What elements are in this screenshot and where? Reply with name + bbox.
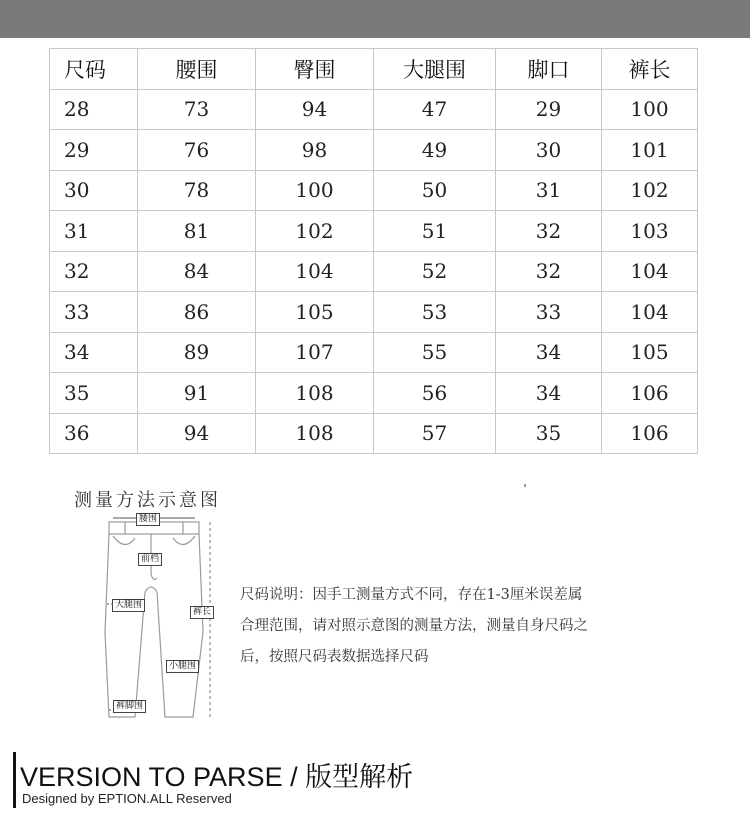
cell-length: 104	[602, 292, 698, 333]
stray-dot	[524, 484, 526, 487]
cell-waist: 73	[138, 89, 256, 130]
cell-hip: 102	[256, 211, 374, 252]
footer-accent-bar	[13, 752, 16, 808]
cell-length: 101	[602, 130, 698, 171]
note-line: 尺码说明：因手工测量方式不同，存在1-3厘米误差属	[240, 587, 583, 603]
header-length: 裤长	[602, 49, 698, 90]
cell-thigh: 56	[374, 373, 496, 414]
cell-hip: 108	[256, 413, 374, 454]
cell-thigh: 57	[374, 413, 496, 454]
cell-size: 30	[50, 170, 138, 211]
cell-waist: 78	[138, 170, 256, 211]
label-front-rise: 前档	[138, 553, 162, 566]
label-hem: 裤脚围	[113, 700, 146, 713]
cell-length: 100	[602, 89, 698, 130]
cell-hem: 29	[496, 89, 602, 130]
label-calf: 小腿围	[166, 660, 199, 673]
cell-length: 104	[602, 251, 698, 292]
footer-subtitle: Designed by EPTION.ALL Reserved	[22, 791, 232, 806]
size-chart-table	[49, 48, 698, 454]
table-row	[50, 373, 698, 414]
cell-size: 31	[50, 211, 138, 252]
cell-hem: 31	[496, 170, 602, 211]
cell-hip: 104	[256, 251, 374, 292]
table-row	[50, 332, 698, 373]
table-row	[50, 170, 698, 211]
cell-hem: 35	[496, 413, 602, 454]
cell-length: 102	[602, 170, 698, 211]
cell-thigh: 52	[374, 251, 496, 292]
cell-hem: 33	[496, 292, 602, 333]
size-note	[240, 580, 680, 673]
diagram-title: 测量方法示意图	[74, 490, 221, 511]
cell-hip: 100	[256, 170, 374, 211]
label-length: 裤长	[190, 606, 214, 619]
table-row	[50, 413, 698, 454]
label-thigh: 大腿围	[112, 599, 145, 612]
cell-waist: 91	[138, 373, 256, 414]
cell-waist: 76	[138, 130, 256, 171]
cell-hip: 108	[256, 373, 374, 414]
cell-hem: 34	[496, 373, 602, 414]
note-line: 后，按照尺码表数据选择尺码	[240, 649, 429, 665]
header-waist: 腰围	[138, 49, 256, 90]
cell-hem: 32	[496, 251, 602, 292]
cell-hip: 105	[256, 292, 374, 333]
cell-size: 36	[50, 413, 138, 454]
cell-length: 103	[602, 211, 698, 252]
table-row	[50, 89, 698, 130]
cell-hip: 107	[256, 332, 374, 373]
header-thigh: 大腿围	[374, 49, 496, 90]
cell-waist: 81	[138, 211, 256, 252]
table-row	[50, 211, 698, 252]
cell-thigh: 51	[374, 211, 496, 252]
cell-hip: 98	[256, 130, 374, 171]
cell-hip: 94	[256, 89, 374, 130]
cell-length: 106	[602, 413, 698, 454]
cell-length: 105	[602, 332, 698, 373]
cell-thigh: 53	[374, 292, 496, 333]
cell-thigh: 49	[374, 130, 496, 171]
cell-thigh: 55	[374, 332, 496, 373]
cell-size: 29	[50, 130, 138, 171]
cell-waist: 94	[138, 413, 256, 454]
note-line: 合理范围，请对照示意图的测量方法，测量自身尺码之	[240, 618, 588, 634]
cell-size: 28	[50, 89, 138, 130]
cell-thigh: 50	[374, 170, 496, 211]
header-hem: 脚口	[496, 49, 602, 90]
label-waist: 腰围	[136, 513, 160, 526]
cell-waist: 86	[138, 292, 256, 333]
header-hip: 臀围	[256, 49, 374, 90]
cell-waist: 84	[138, 251, 256, 292]
cell-size: 33	[50, 292, 138, 333]
cell-hem: 32	[496, 211, 602, 252]
footer-title: VERSION TO PARSE / 版型解析	[20, 762, 414, 792]
cell-hem: 34	[496, 332, 602, 373]
pants-sketch-icon	[95, 512, 225, 727]
cell-hem: 30	[496, 130, 602, 171]
table-row	[50, 251, 698, 292]
table-row	[50, 292, 698, 333]
cell-size: 34	[50, 332, 138, 373]
table-row	[50, 130, 698, 171]
top-banner-bar	[0, 0, 750, 38]
cell-length: 106	[602, 373, 698, 414]
table-header-row	[50, 49, 698, 90]
header-size: 尺码	[50, 49, 138, 90]
cell-waist: 89	[138, 332, 256, 373]
cell-size: 32	[50, 251, 138, 292]
cell-thigh: 47	[374, 89, 496, 130]
cell-size: 35	[50, 373, 138, 414]
